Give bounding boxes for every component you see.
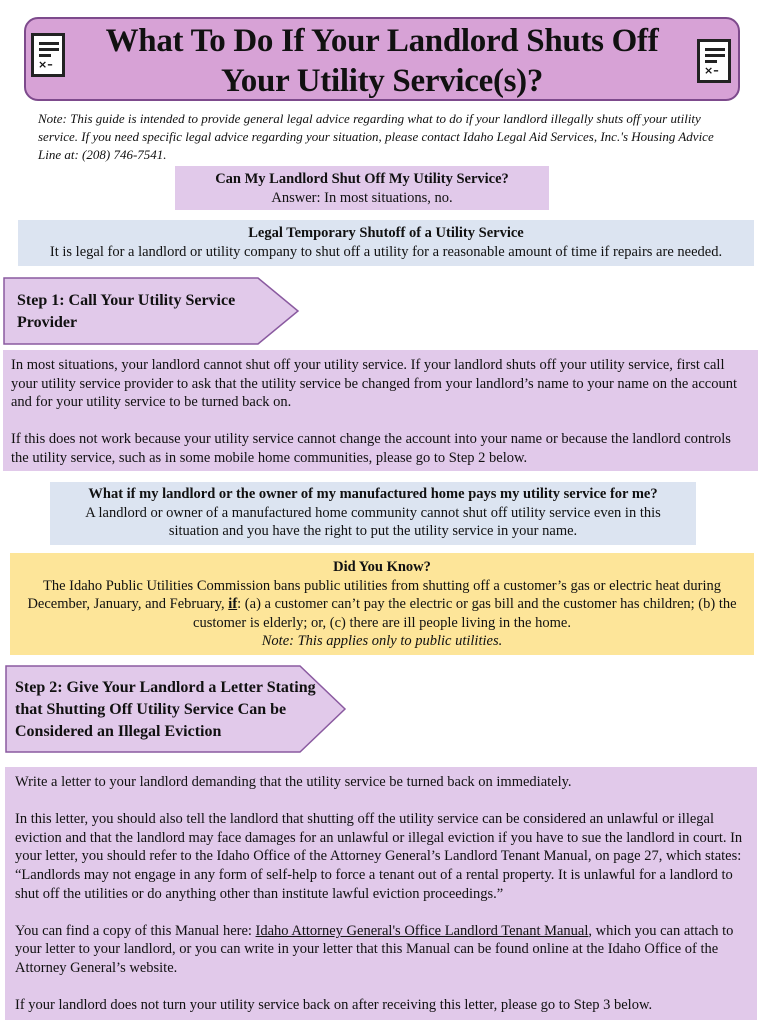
did-you-know-text-b: : (a) a customer can’t pay the electric or gas bill and the customer has children; (b) the customer is elderly; or, (c) there are ill people living in the home.	[193, 596, 737, 631]
step2-paragraph: If your landlord does not turn your utility service back on after receiving this letter, please go to Step 3 below.	[15, 997, 653, 1014]
manufactured-home-box	[50, 482, 696, 545]
page-title-line1: What To Do If Your Landlord Shuts Off	[105, 23, 659, 59]
manufactured-home-title: What if my landlord or the owner of my manufactured home pays my utility service for me?	[88, 486, 658, 502]
legal-shutoff-text: It is legal for a landlord or utility company to shut off a utility for a reasonable amount of time if repairs are needed.	[49, 243, 723, 260]
landlord-tenant-manual-link[interactable]: Idaho Attorney General's Office Landlord Tenant Manual	[255, 922, 589, 939]
legal-shutoff-box	[18, 220, 754, 266]
did-you-know-title: Did You Know?	[333, 559, 431, 575]
step1-heading: Step 1: Call Your Utility Service Provider	[17, 292, 236, 331]
document-icon: ×–	[31, 33, 65, 77]
did-you-know-text	[20, 577, 744, 633]
step2-paragraph	[15, 922, 749, 978]
page-header	[24, 17, 740, 101]
question-title: Can My Landlord Shut Off My Utility Service?	[215, 171, 509, 187]
did-you-know-text-a: The Idaho Public Utilities Commission bans public utilities from shutting off a customer’s gas or electric heat during December, January, and February,	[27, 577, 722, 613]
step2-content	[5, 767, 757, 1020]
step1-paragraph: If this does not work because your utility service cannot change the account into your name or because the landlord controls the utility service, such as in some mobile home communities, please go to Step 2 below.	[11, 431, 731, 466]
step2-paragraph: Write a letter to your landlord demanding that the utility service be turned back on immediately.	[15, 774, 572, 790]
step2-heading: Step 2: Give Your Landlord a Letter Stating that Shutting Off Utility Service Can be Considered an Illegal Eviction	[15, 679, 316, 740]
did-you-know-box	[10, 553, 754, 655]
page-title-line2: Your Utility Service(s)?	[220, 63, 544, 99]
question-box-shutoff	[175, 166, 549, 210]
legal-shutoff-title: Legal Temporary Shutoff of a Utility Service	[248, 225, 524, 241]
did-you-know-if: if	[228, 596, 238, 613]
question-answer: Answer: In most situations, no.	[271, 189, 453, 206]
step1-content	[3, 350, 758, 471]
manufactured-home-text: A landlord or owner of a manufactured home community cannot shut off utility service even in this situation and you have the right to put the utility service in your name.	[85, 504, 661, 540]
step2-text: You can find a copy of this Manual here:	[15, 922, 256, 939]
did-you-know-note: Note: This applies only to public utilities.	[261, 633, 503, 650]
step2-text: , which you can attach to your letter to your landlord, or you can write in your letter that this Manual can be found online at the Idaho Office of the Attorney General’s website.	[15, 922, 734, 976]
document-icon: ×–	[697, 39, 731, 83]
step1-paragraph: In most situations, your landlord cannot shut off your utility service. If your landlord shuts off your utility service, first call your utility service provider to ask that the utility service be changed from your landlord’s name to your name on the account and for your utility service to be turned back on.	[11, 357, 737, 411]
disclaimer-note: Note: This guide is intended to provide general legal advice regarding what to do if your landlord illegally shuts off your utility service. If you need specific legal advice regarding your situation, please contact Idaho Legal Aid Services, Inc.'s Housing Advice Line at: (208) 746-7541.	[38, 111, 714, 162]
step2-paragraph: In this letter, you should also tell the landlord that shutting off the utility service can be considered an unlawful or illegal eviction and that the landlord may face damages for an unlawful or illegal eviction if you have to sue the landlord in court. In your letter, you should refer to the Idaho Office of the Attorney General’s Landlord Tenant Manual, on page 27, which states: “Landlords may not engage in any form of self-help to force a tenant out of a rental property. It is unlawful for a landlord to shut off the utilities or do anything other than institute lawful eviction proceedings.”	[15, 811, 743, 902]
